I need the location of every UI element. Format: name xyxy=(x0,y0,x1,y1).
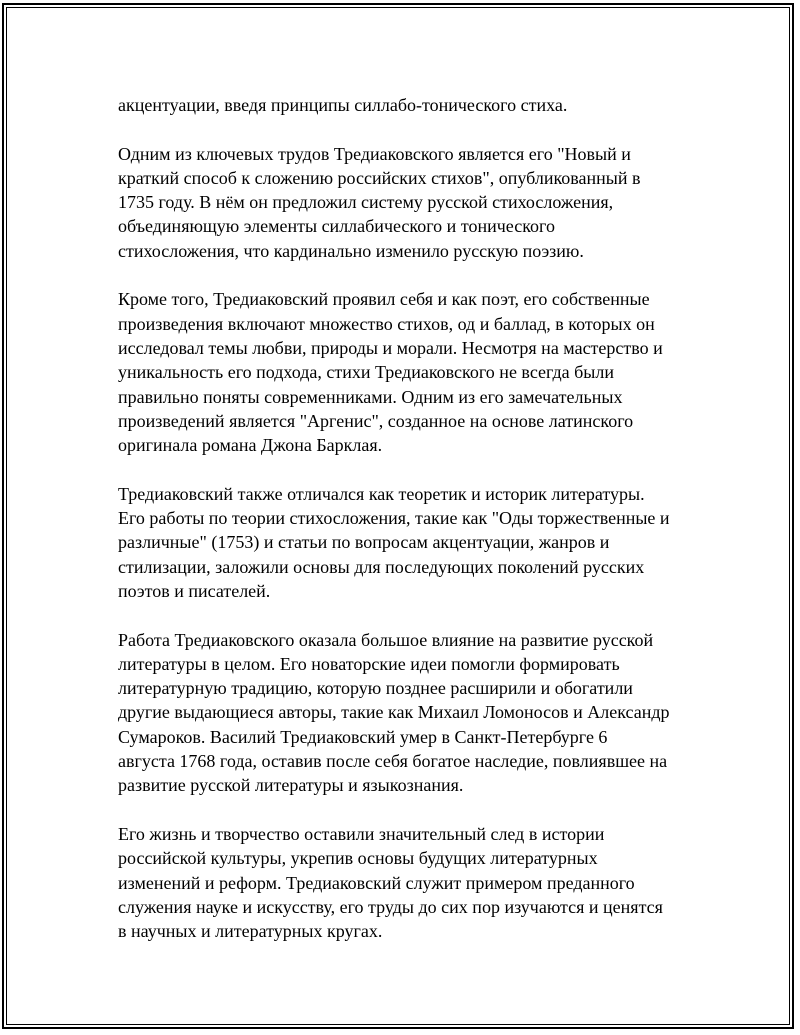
paragraph-2: Одним из ключевых трудов Тредиаковского является его "Новый и краткий способ к сложению российских стихов", опубликованный в 1735 году. В нём он предложил систему русской стихосложения, объединяющую элементы силлабического и тонического стихосложения, что кардинально изменило русскую поэзию. xyxy=(118,143,641,261)
paragraph-6: Его жизнь и творчество оставили значительный след в истории российской культуры, укрепив основы будущих литературных изменений и реформ. Тредиаковский служит примером преданного служения науке и искусству, его труды до сих пор изучаются и ценятся в научных и литературных кругах. xyxy=(118,823,663,942)
document-body xyxy=(118,93,698,968)
paragraph-5: Работа Тредиаковского оказала большое влияние на развитие русской литературы в целом. Его новаторские идеи помогли формировать литературную традицию, которую позднее расширили и обогатили другие выдающиеся авторы, такие как Михаил Ломоносов и Александр Сумароков. Василий Тредиаковский умер в Санкт-Петербурге 6 августа 1768 года, оставив после себя богатое наследие, повлиявшее на развитие русской литературы и языкознания. xyxy=(118,629,670,796)
paragraph-4: Тредиаковский также отличался как теоретик и историк литературы. Его работы по теории стихосложения, такие как "Оды торжественные и различные" (1753) и статьи по вопросам акцентуации, жанров и стилизации, заложили основы для последующих поколений русских поэтов и писателей. xyxy=(118,483,670,601)
paragraph-1: акцентуации, введя принципы силлабо-тонического стиха. xyxy=(118,95,568,115)
paragraph-3: Кроме того, Тредиаковский проявил себя и как поэт, его собственные произведения включают множество стихов, од и баллад, в которых он исследовал темы любви, природы и морали. Несмотря на мастерство и уникальность его подхода, стихи Тредиаковского не всегда были правильно поняты современниками. Одним из его замечательных произведений является "Аргенис", созданное на основе латинского оригинала романа Джона Барклая. xyxy=(118,289,663,456)
